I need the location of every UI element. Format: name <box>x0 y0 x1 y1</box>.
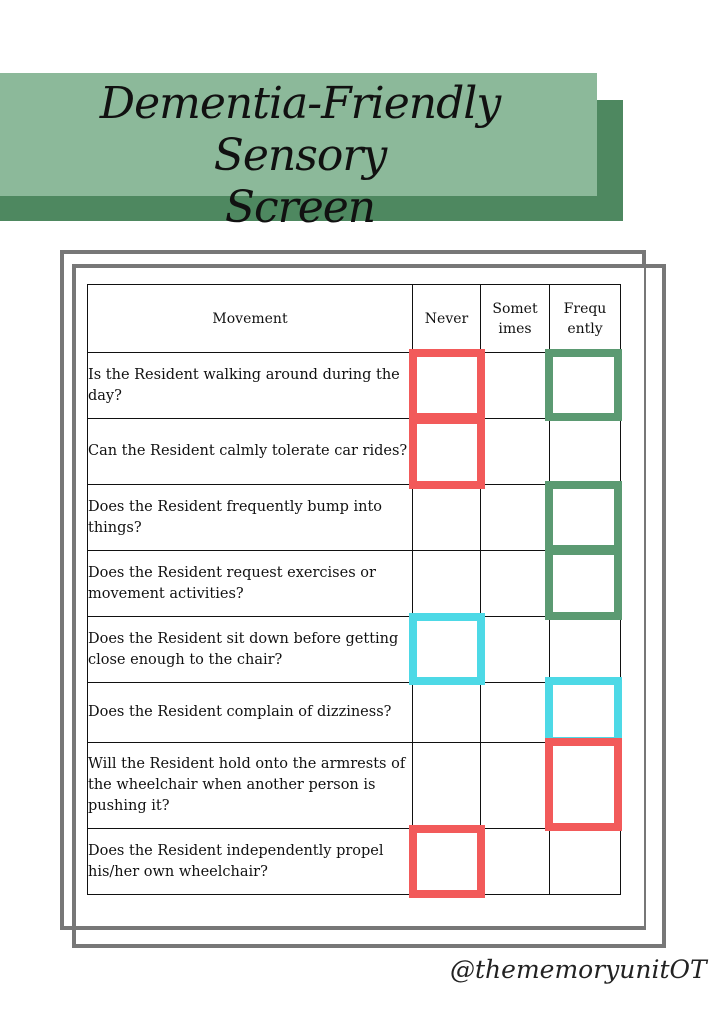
marker-green-row4-frequently <box>545 547 622 620</box>
frequently-cell[interactable] <box>550 829 621 895</box>
sometimes-cell[interactable] <box>481 485 550 551</box>
question-cell: Can the Resident calmly tolerate car rides? <box>88 419 413 485</box>
marker-green-row1-frequently <box>545 349 622 421</box>
sometimes-cell[interactable] <box>481 551 550 617</box>
marker-red-row2-never <box>409 416 485 489</box>
marker-cyan-row5-never <box>409 613 485 685</box>
question-cell: Is the Resident walking around during the day? <box>88 353 413 419</box>
never-cell[interactable] <box>413 743 481 829</box>
table-row <box>88 551 621 617</box>
sometimes-cell[interactable] <box>481 829 550 895</box>
question-cell: Does the Resident request exercises or movement activities? <box>88 551 413 617</box>
frequently-cell[interactable] <box>550 419 621 485</box>
table-row <box>88 485 621 551</box>
header-frequently: Frequ ently <box>550 285 621 353</box>
question-cell: Does the Resident frequently bump into things? <box>88 485 413 551</box>
author-signature: @thememoryunitOT <box>450 955 707 984</box>
sometimes-cell[interactable] <box>481 617 550 683</box>
marker-green-row3-frequently <box>545 481 622 553</box>
sometimes-cell[interactable] <box>481 353 550 419</box>
header-row <box>88 285 621 353</box>
never-cell[interactable] <box>413 683 481 743</box>
marker-red-row7-frequently <box>545 738 622 831</box>
frequently-cell[interactable] <box>550 617 621 683</box>
title-line-2: Screen <box>224 182 376 233</box>
header-sometimes: Somet imes <box>481 285 550 353</box>
header-movement: Movement <box>88 285 413 353</box>
table-row <box>88 419 621 485</box>
sometimes-cell[interactable] <box>481 683 550 743</box>
marker-cyan-row6-frequently <box>545 677 622 745</box>
question-cell: Does the Resident sit down before getting close enough to the chair? <box>88 617 413 683</box>
never-cell[interactable] <box>413 485 481 551</box>
never-cell[interactable] <box>413 551 481 617</box>
table-row <box>88 829 621 895</box>
header-never: Never <box>413 285 481 353</box>
screen-table <box>87 284 621 895</box>
title-line-1: Dementia-Friendly Sensory <box>99 78 501 181</box>
table-row <box>88 617 621 683</box>
question-cell: Does the Resident independently propel his/her own wheelchair? <box>88 829 413 895</box>
table-row <box>88 743 621 829</box>
page-title <box>40 78 560 234</box>
question-cell: Does the Resident complain of dizziness? <box>88 683 413 743</box>
table-row <box>88 683 621 743</box>
table-row <box>88 353 621 419</box>
marker-red-row8-never <box>409 825 485 898</box>
marker-red-row1-never <box>409 349 485 421</box>
question-cell: Will the Resident hold onto the armrests of the wheelchair when another person is pushing it? <box>88 743 413 829</box>
sometimes-cell[interactable] <box>481 743 550 829</box>
sometimes-cell[interactable] <box>481 419 550 485</box>
